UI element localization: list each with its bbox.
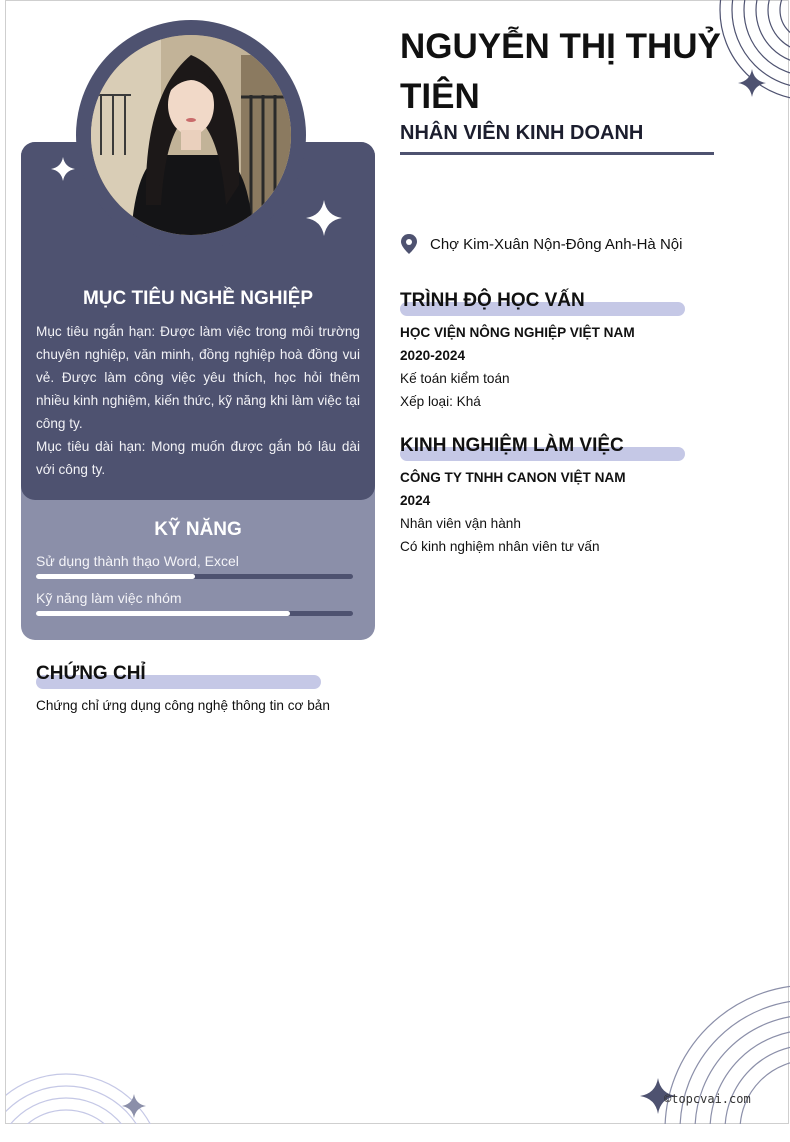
objective-title: MỤC TIÊU NGHỀ NGHIỆP — [82, 288, 314, 309]
education-school: HỌC VIỆN NÔNG NGHIỆP VIỆT NAM — [400, 325, 635, 340]
objective-long-term: Mục tiêu dài hạn: Mong muốn được gắn bó lâu dài với công ty. — [36, 439, 360, 477]
objective-text — [36, 320, 360, 481]
skill-bar-fill — [36, 611, 290, 616]
skill-bar — [36, 574, 353, 579]
experience-detail: Có kinh nghiệm nhân viên tư vấn — [400, 539, 600, 554]
experience-year: 2024 — [400, 493, 431, 508]
sparkle-icon — [304, 198, 344, 238]
skill-bar-fill — [36, 574, 195, 579]
sparkle-icon — [120, 1092, 148, 1120]
certificate-item: Chứng chỉ ứng dụng công nghệ thông tin cơ bản — [36, 698, 330, 713]
location-pin-icon — [400, 234, 418, 254]
skill-bar — [36, 611, 353, 616]
experience-company: CÔNG TY TNHH CANON VIỆT NAM — [400, 470, 626, 485]
education-major: Kế toán kiểm toán — [400, 371, 510, 386]
title-underline — [400, 152, 714, 155]
address-text: Chợ Kim-Xuân Nộn-Đông Anh-Hà Nội — [430, 235, 683, 253]
education-years: 2020-2024 — [400, 348, 466, 363]
skill-name: Kỹ năng làm việc nhóm — [36, 590, 182, 606]
sparkle-icon — [737, 68, 767, 98]
skill-name: Sử dụng thành thạo Word, Excel — [36, 553, 239, 569]
watermark: ©topcvai.com — [664, 1092, 751, 1106]
candidate-name: NGUYỄN THỊ THUỶ TIÊN — [400, 27, 721, 116]
objective-short-term: Mục tiêu ngắn hạn: Được làm việc trong môi trường chuyên nghiệp, văn minh, đồng nghiệp hoà đồng vui vẻ. Được làm công việc yêu thích, học hỏi thêm nhiều kinh nghiệm, kiến thức, kỹ năng khi làm việc tại công ty. — [36, 324, 360, 431]
education-grade: Xếp loại: Khá — [400, 394, 481, 409]
address-row — [400, 234, 682, 254]
avatar-photo — [91, 35, 291, 235]
job-title: NHÂN VIÊN KINH DOANH — [400, 122, 644, 144]
certificates-title: CHỨNG CHỈ — [36, 663, 146, 684]
skills-title: KỸ NĂNG — [154, 519, 242, 540]
education-title: TRÌNH ĐỘ HỌC VẤN — [400, 290, 585, 311]
experience-role: Nhân viên vận hành — [400, 516, 521, 531]
avatar — [91, 35, 291, 235]
experience-title: KINH NGHIỆM LÀM VIỆC — [400, 435, 624, 456]
sparkle-icon — [50, 156, 76, 182]
